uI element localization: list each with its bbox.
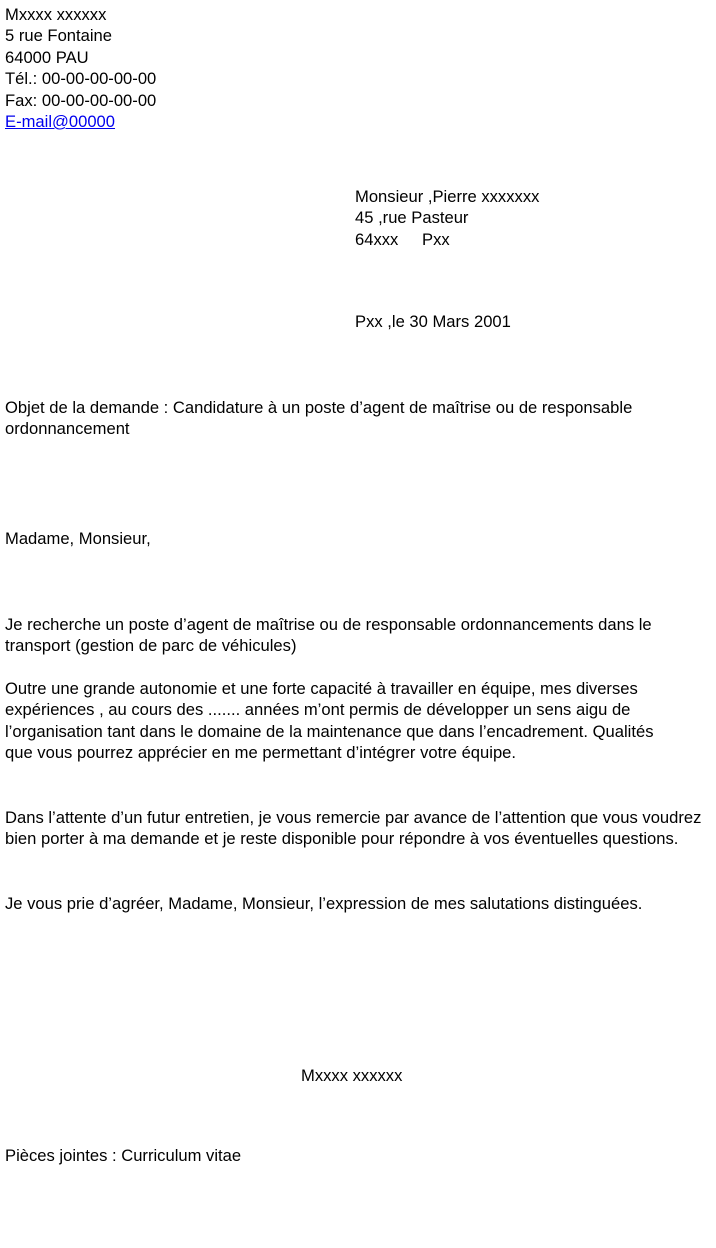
salutation: Madame, Monsieur, [5,529,151,548]
recipient-block [355,186,539,250]
recipient-street: 45 ,rue Pasteur [355,208,469,228]
body-paragraph: Dans l’attente d’un futur entretien, je vous remercie par avance de l’attention que vous voudrez bien porter à ma demande et je reste disponible pour répondre à vos éventuelles questions. [5,808,702,849]
sender-street: 5 rue Fontaine [5,26,113,46]
sender-email-link[interactable]: E-mail@00000 [5,112,116,132]
sender-name: Mxxxx xxxxxx [5,5,107,24]
sender-phone: Tél.: 00-00-00-00-00 [5,69,157,89]
recipient-name: Monsieur ,Pierre xxxxxxx [355,187,540,206]
date-line: Pxx ,le 30 Mars 2001 [355,312,511,331]
recipient-city: Pxx [422,229,450,249]
body-paragraph: Je recherche un poste d’agent de maîtrise ou de responsable ordonnancements dans le transport (gestion de parc de véhicules) [5,615,652,656]
signature: Mxxxx xxxxxx [301,1066,403,1085]
recipient-postal-code: 64xxx [355,229,399,249]
recipient-city-line [355,229,539,250]
attachments-line: Pièces jointes : Curriculum vitae [5,1146,242,1165]
body-paragraph: Outre une grande autonomie et une forte capacité à travailler en équipe, mes diverses expériences , au cours des ....... années m’ont permis de développer un sens aigu de l’organisation tant dans le domaine de la maintenance que dans l’encadrement. Qualités que vous pourrez apprécier en me permettant d’intégrer votre équipe. [5,679,654,763]
subject-line: Objet de la demande : Candidature à un poste d’agent de maîtrise ou de responsable ordonnancement [5,398,633,439]
closing-paragraph: Je vous prie d’agréer, Madame, Monsieur, l’expression de mes salutations distinguées. [5,894,643,913]
sender-block [5,4,156,132]
sender-city: 64000 PAU [5,47,89,67]
sender-fax: Fax: 00-00-00-00-00 [5,90,157,110]
